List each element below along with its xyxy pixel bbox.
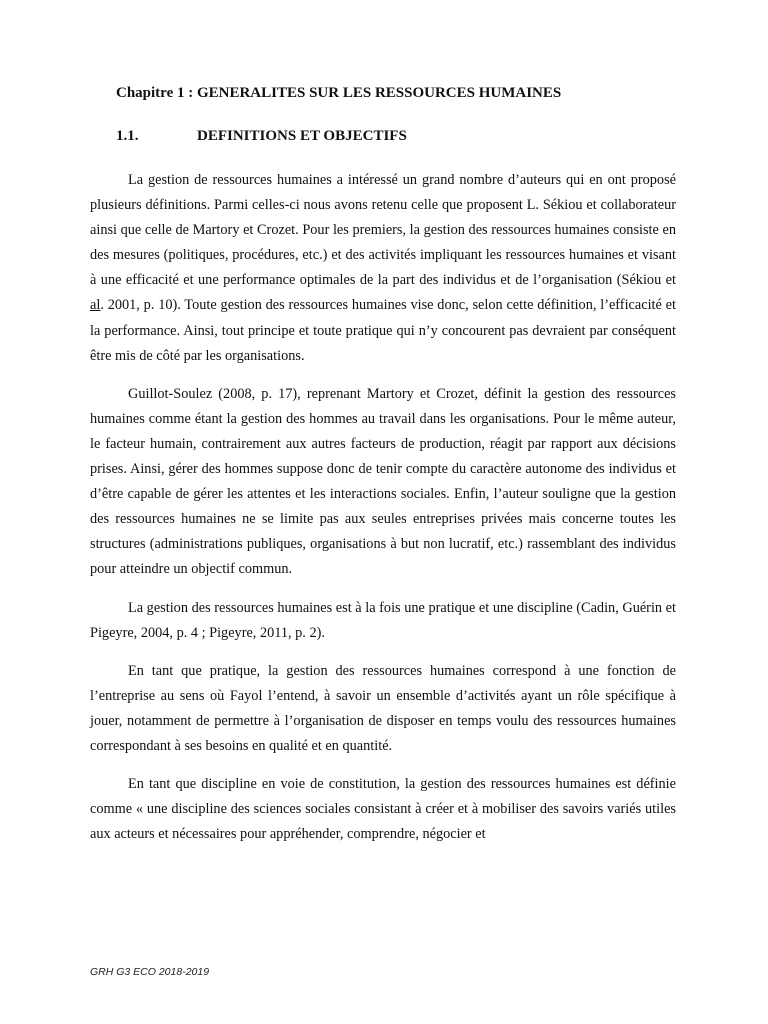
paragraph-1-underlined-al: al — [90, 297, 101, 314]
section-heading — [116, 128, 407, 145]
paragraph-3: La gestion des ressources humaines est à la fois une pratique et une discipline (Cadin, Guérin et Pigeyre, 2004, p. 4 ; Pigeyre, 2011, p. 2). — [90, 599, 676, 641]
paragraph-1-text-a: La gestion de ressources humaines a intéressé un grand nombre d’auteurs qui en ont proposé plusieurs définitions. Parmi celles-ci nous avons retenu celle que proposent L. Sékiou et collaborateur ainsi que celle de Martory et Crozet. Pour les premiers, la gestion des ressources humaines consiste en des mesures (politiques, procédures, etc.) et des activités impliquant les ressources humaines et visant à une efficacité et une performance optimales de la part des individus et de l’organisation (Sékiou et — [90, 172, 676, 289]
paragraph-1 — [90, 168, 676, 369]
section-title: DEFINITIONS ET OBJECTIFS — [197, 128, 407, 144]
paragraph-1-text-b: . 2001, p. 10). Toute gestion des ressources humaines vise donc, selon cette définition, l’efficacité et la performance. Ainsi, tout principe et toute pratique qui n’y concourent pas devraient par conséquent être mis de côté par les organisations. — [90, 297, 676, 364]
chapter-title: Chapitre 1 : GENERALITES SUR LES RESSOURCES HUMAINES — [116, 85, 562, 101]
body-text — [90, 168, 676, 860]
paragraph-5: En tant que discipline en voie de constitution, la gestion des ressources humaines est définie comme « une discipline des sciences sociales consistant à créer et à mobiliser des savoirs variés utiles aux acteurs et nécessaires pour appréhender, comprendre, négocier et — [90, 776, 676, 843]
page-footer: GRH G3 ECO 2018-2019 — [90, 966, 210, 978]
paragraph-2: Guillot-Soulez (2008, p. 17), reprenant Martory et Crozet, définit la gestion des ressources humaines comme étant la gestion des hommes au travail dans les organisations. Pour le même auteur, le facteur humain, contrairement aux autres facteurs de production, réagit par rapport aux décisions prises. Ainsi, gérer des hommes suppose donc de tenir compte du caractère autonome des individus et d’être capable de gérer les attentes et les interactions sociales. Enfin, l’auteur souligne que la gestion des ressources humaines ne se limite pas aux seules entreprises privées mais concerne toutes les structures (administrations publiques, organisations à but non lucratif, etc.) rassemblant des individus pour atteindre un objectif commun. — [90, 385, 676, 578]
paragraph-4: En tant que pratique, la gestion des ressources humaines correspond à une fonction de l’entreprise au sens où Fayol l’entend, à savoir un ensemble d’activités ayant un rôle spécifique à jouer, notamment de permettre à l’organisation de disposer en temps voulu des ressources humaines correspondant à ses besoins en qualité et en quantité. — [90, 662, 676, 754]
section-number: 1.1. — [116, 128, 139, 144]
